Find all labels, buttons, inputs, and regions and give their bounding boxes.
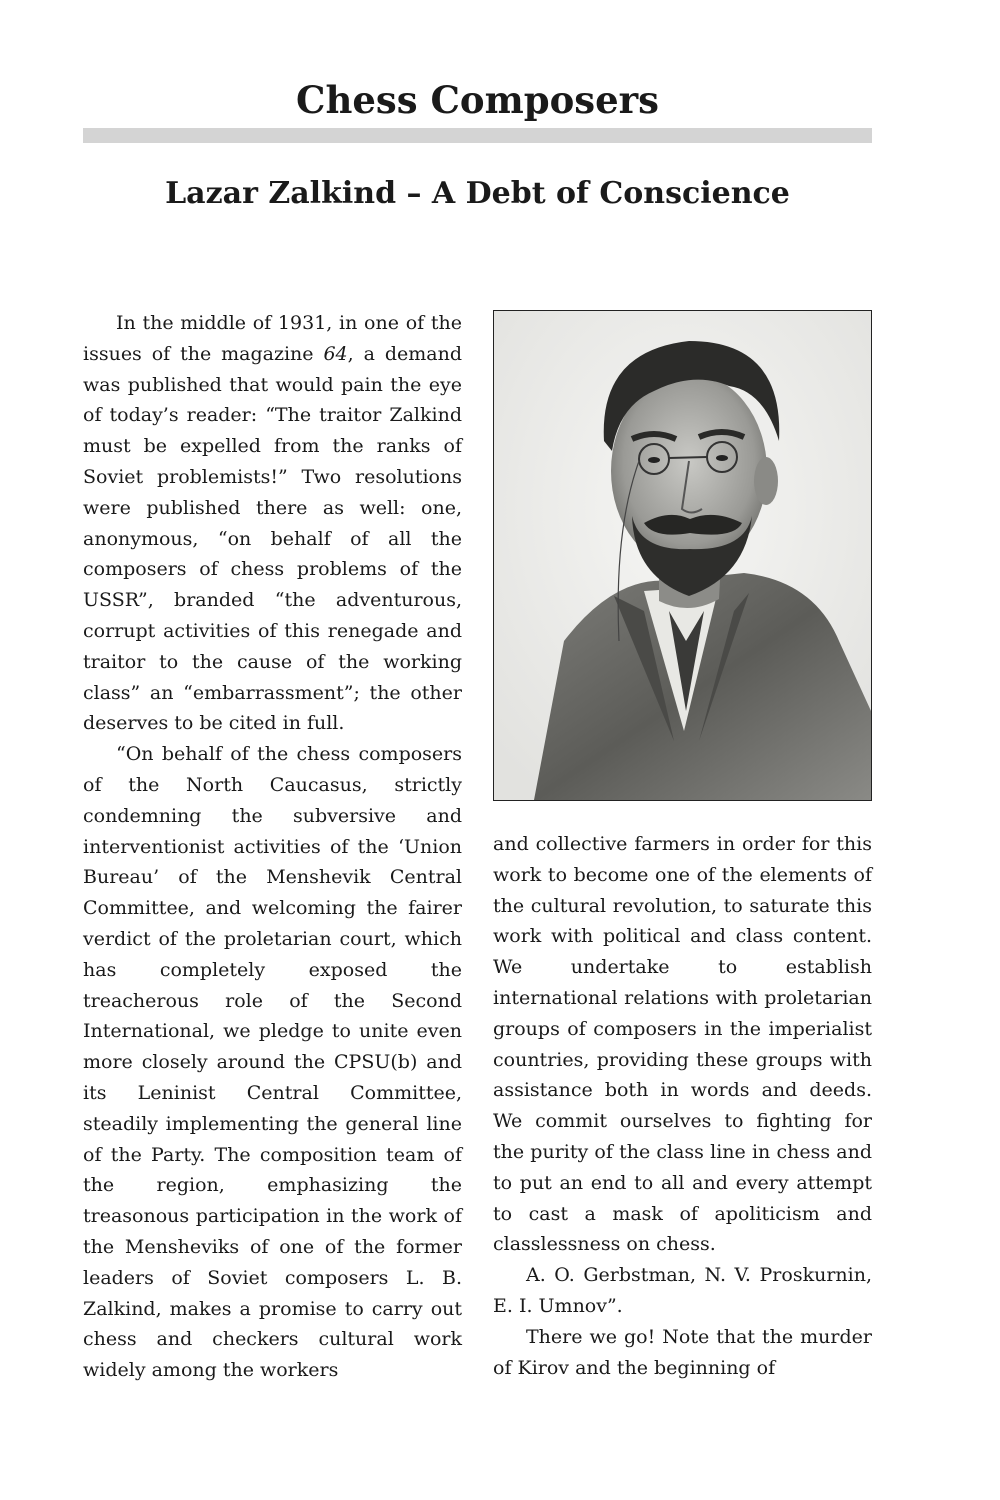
section-title: Chess Composers: [296, 78, 659, 122]
paragraph-1-text-a: In the middle of 1931, in one of the issues of the magazine: [83, 312, 462, 365]
right-column: [493, 829, 872, 1383]
portrait-illustration: [494, 311, 871, 800]
paragraph-2-start: “On behalf of the chess composers of the North Caucasus, strictly condemning the subversive and interventionist activities of the ‘Union Bureau’ of the Menshevik Central Committee, and welcoming the fairer verdict of the proletarian court, which has completely exposed the treacherous role of the Second International, we pledge to unite even more closely around the CPSU(b) and its Leninist Central Committee, steadily implementing the general line of the Party. The composition team of the region, emphasizing the treasonous participation in the work of the Mensheviks of one of the former leaders of Soviet composers L. B. Zalkind, makes a promise to carry out chess and checkers cultural work widely among the workers: [83, 743, 462, 1382]
left-column: [83, 308, 462, 1386]
paragraph-3: There we go! Note that the murder of Kirov and the beginning of: [493, 1325, 872, 1379]
paragraph-1: [83, 308, 462, 739]
portrait-photo: [493, 310, 872, 801]
section-divider: [83, 128, 872, 143]
paragraph-1-text-b: , a demand was published that would pain the eye of today’s reader: “The traitor Zalkind must be expelled from the ranks of Soviet problemists!” Two resolutions were published there as well: one, anonymous, “on behalf of all the composers of chess problems of the USSR”, branded “the adventurous, corrupt activities of this renegade and traitor to the cause of the working class” an “embarrassment”; the other deserves to be cited in full.: [83, 342, 462, 735]
paragraph-2-continued: and collective farmers in order for this work to become one of the elements of the cultural revolution, to saturate this work with political and class content. We undertake to establish international relations with proletarian groups of composers in the imperialist countries, providing these groups with assistance both in words and deeds. We commit ourselves to fighting for the purity of the class line in chess and to put an end to all and every attempt to cast a mask of apoliticism and classlessness on chess.: [493, 833, 872, 1256]
magazine-name: 64: [323, 342, 348, 365]
signatories: A. O. Gerbstman, N. V. Proskurnin, E. I. Umnov”.: [493, 1264, 872, 1317]
article-title: Lazar Zalkind – A Debt of Conscience: [165, 176, 790, 211]
